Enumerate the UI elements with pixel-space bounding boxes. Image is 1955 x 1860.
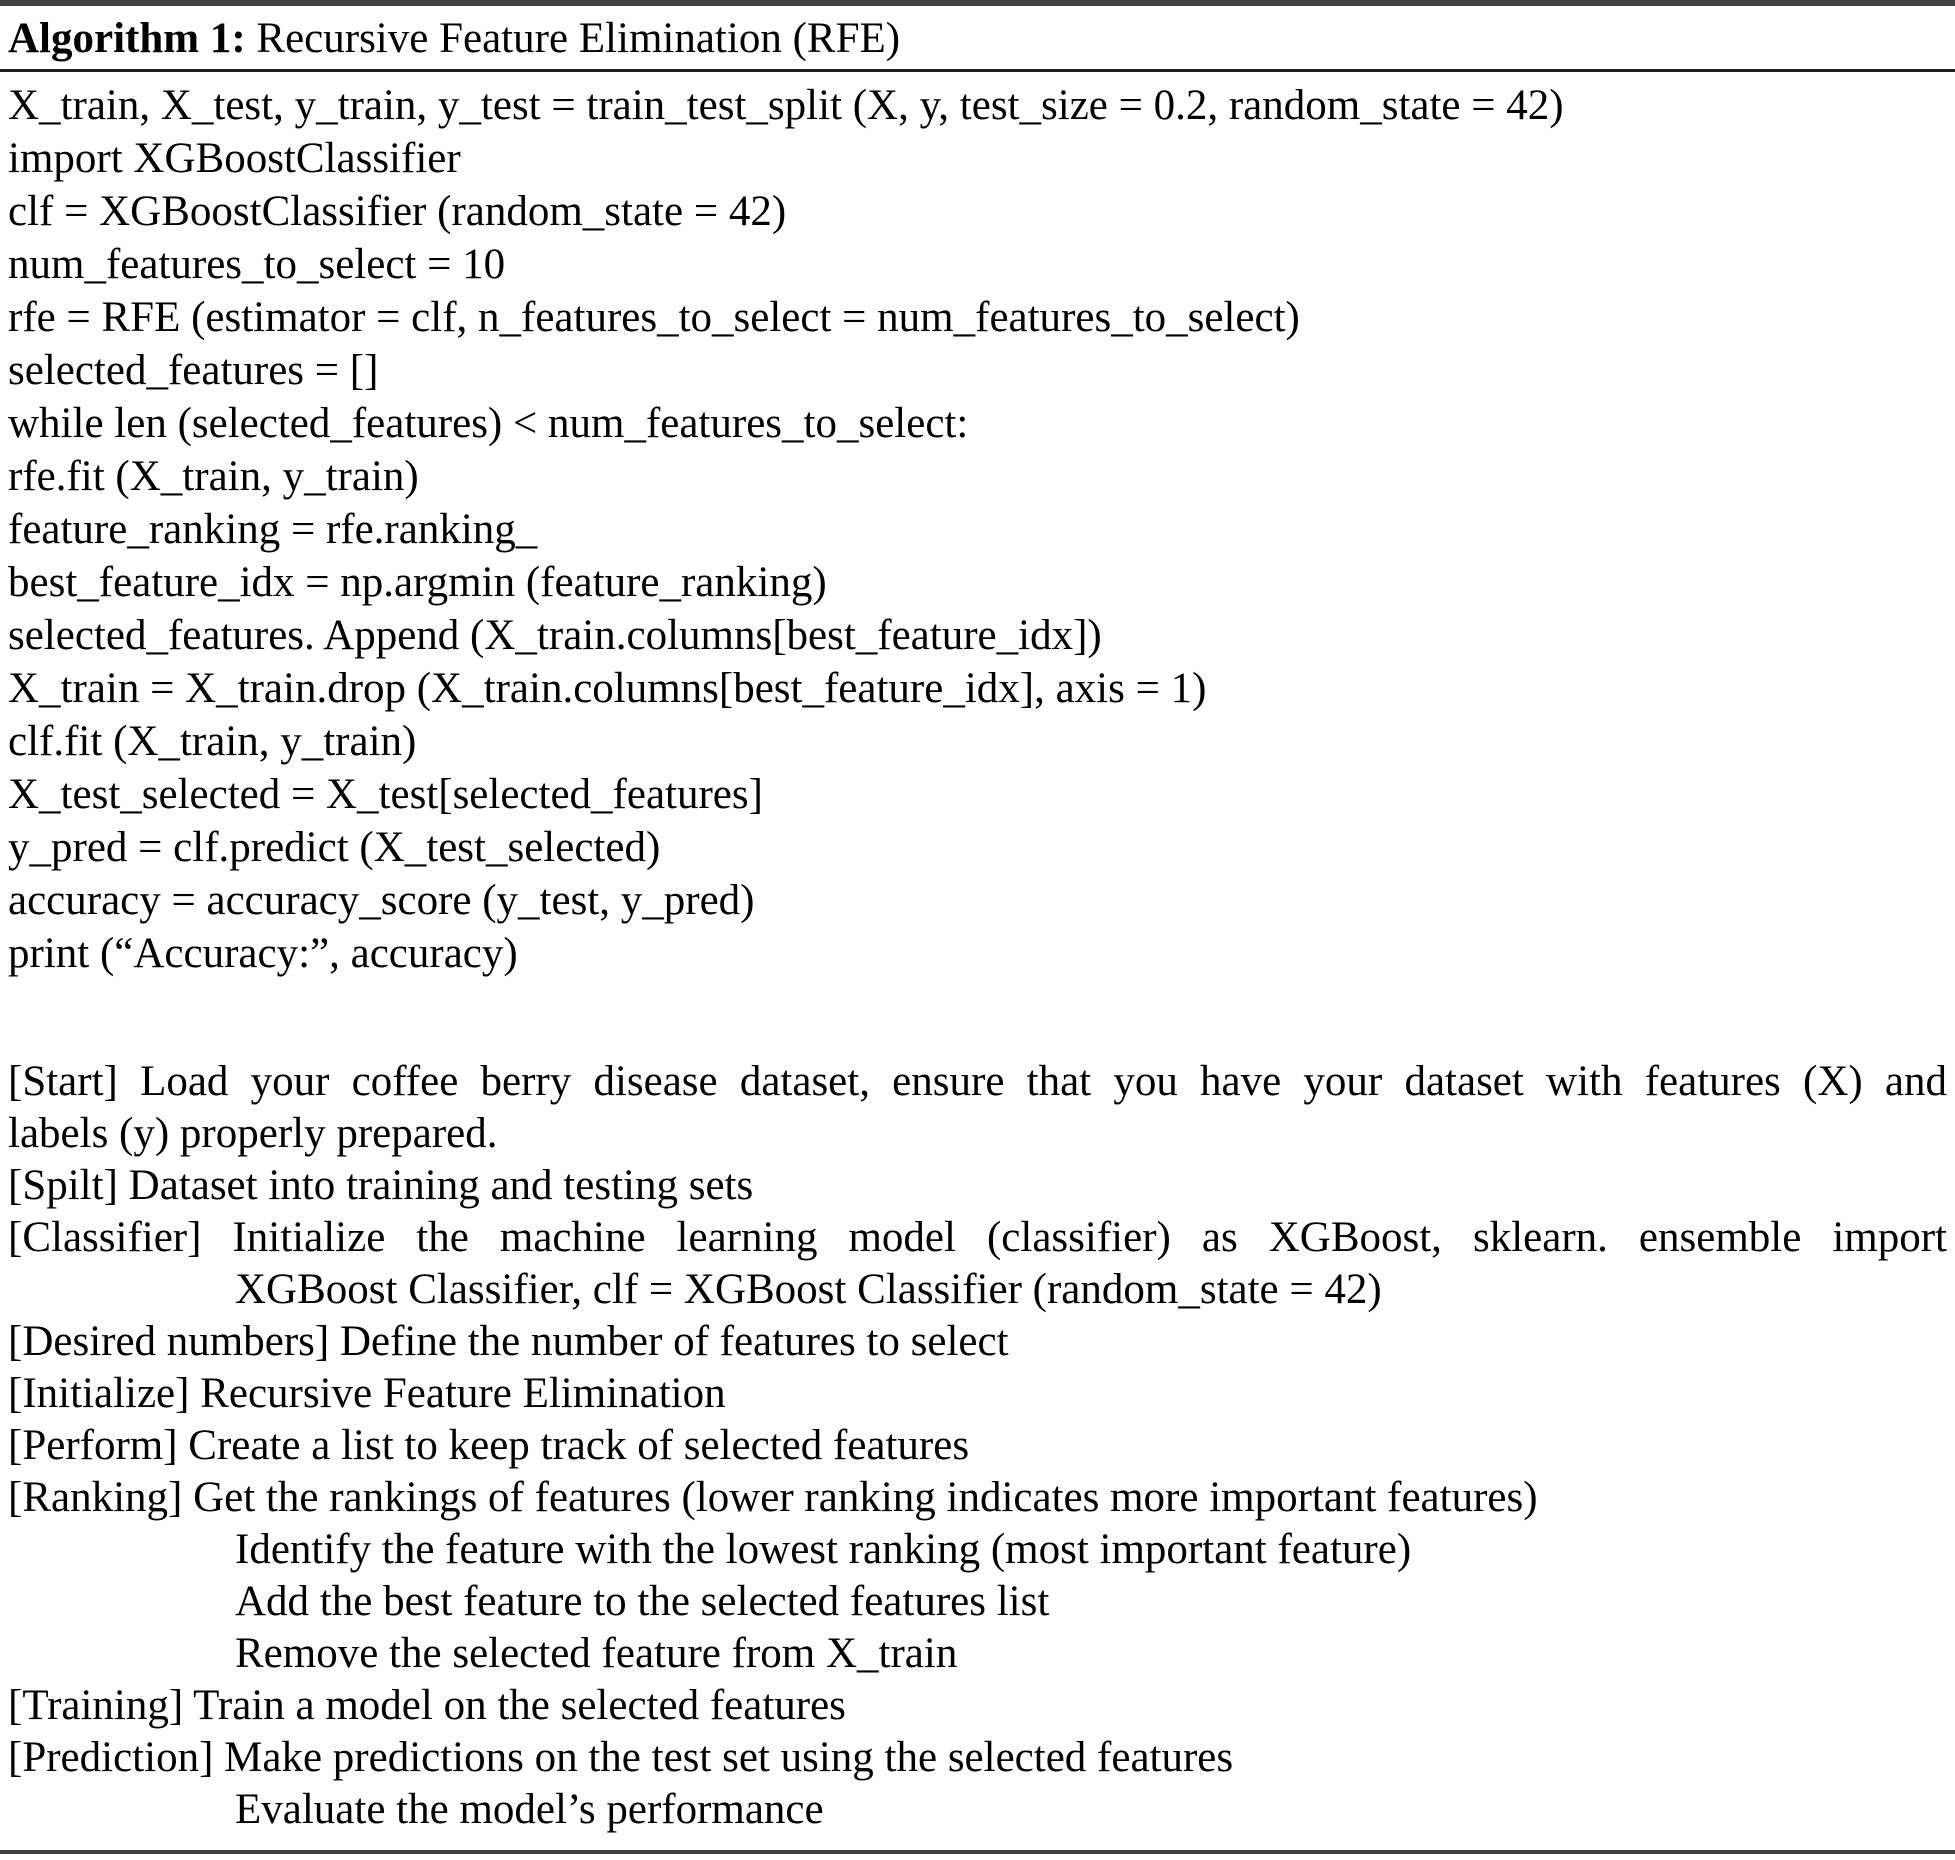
note-line: [Prediction] Make predictions on the test set using the selected features <box>8 1734 1234 1781</box>
code-line: feature_ranking = rfe.ranking_ <box>8 506 538 553</box>
algorithm-label: Algorithm 1: <box>8 15 246 62</box>
code-line: rfe.fit (X_train, y_train) <box>8 453 419 500</box>
algorithm-title: Recursive Feature Elimination (RFE) <box>256 15 901 62</box>
code-line: clf.fit (X_train, y_train) <box>8 718 417 765</box>
code-line: print (“Accuracy:”, accuracy) <box>8 930 518 977</box>
note-line: [Classifier] Initialize the machine learning model (classifier) as XGBoost, sklearn. ensemble import <box>8 1214 1947 1261</box>
note-line: [Perform] Create a list to keep track of selected features <box>8 1422 970 1469</box>
note-line: Identify the feature with the lowest ranking (most important feature) <box>235 1526 1412 1573</box>
section-gap <box>0 980 1955 1056</box>
code-line: rfe = RFE (estimator = clf, n_features_to_select = num_features_to_select) <box>8 294 1300 341</box>
algorithm-header <box>0 6 1955 69</box>
code-line: while len (selected_features) < num_features_to_select: <box>8 400 969 447</box>
code-line: num_features_to_select = 10 <box>8 241 506 288</box>
code-line: clf = XGBoostClassifier (random_state = 42) <box>8 188 787 235</box>
note-line: [Start] Load your coffee berry disease dataset, ensure that you have your dataset with features (X) and <box>8 1058 1947 1105</box>
note-line: [Training] Train a model on the selected features <box>8 1682 846 1729</box>
note-line: labels (y) properly prepared. <box>8 1110 498 1157</box>
code-line: X_train = X_train.drop (X_train.columns[best_feature_idx], axis = 1) <box>8 665 1207 712</box>
code-line: selected_features = [] <box>8 347 379 394</box>
note-line: [Spilt] Dataset into training and testing sets <box>8 1162 754 1209</box>
note-line: [Ranking] Get the rankings of features (lower ranking indicates more important features) <box>8 1474 1538 1521</box>
note-line: Evaluate the model’s performance <box>235 1786 824 1833</box>
code-line: best_feature_idx = np.argmin (feature_ranking) <box>8 559 827 606</box>
note-line: XGBoost Classifier, clf = XGBoost Classifier (random_state = 42) <box>235 1266 1382 1313</box>
note-line: [Desired numbers] Define the number of features to select <box>8 1318 1009 1365</box>
step-descriptions <box>0 1056 1955 1836</box>
pseudocode-block <box>0 72 1955 980</box>
note-line: [Initialize] Recursive Feature Elimination <box>8 1370 726 1417</box>
bottom-rule <box>0 1850 1955 1854</box>
code-line: selected_features. Append (X_train.columns[best_feature_idx]) <box>8 612 1102 659</box>
code-line: accuracy = accuracy_score (y_test, y_pred) <box>8 877 755 924</box>
code-line: import XGBoostClassifier <box>8 135 461 182</box>
code-line: X_test_selected = X_test[selected_features] <box>8 771 763 818</box>
note-line: Remove the selected feature from X_train <box>235 1630 958 1677</box>
code-line: X_train, X_test, y_train, y_test = train_test_split (X, y, test_size = 0.2, random_state = 42) <box>8 82 1564 129</box>
code-line: y_pred = clf.predict (X_test_selected) <box>8 824 661 871</box>
note-line: Add the best feature to the selected features list <box>235 1578 1050 1625</box>
